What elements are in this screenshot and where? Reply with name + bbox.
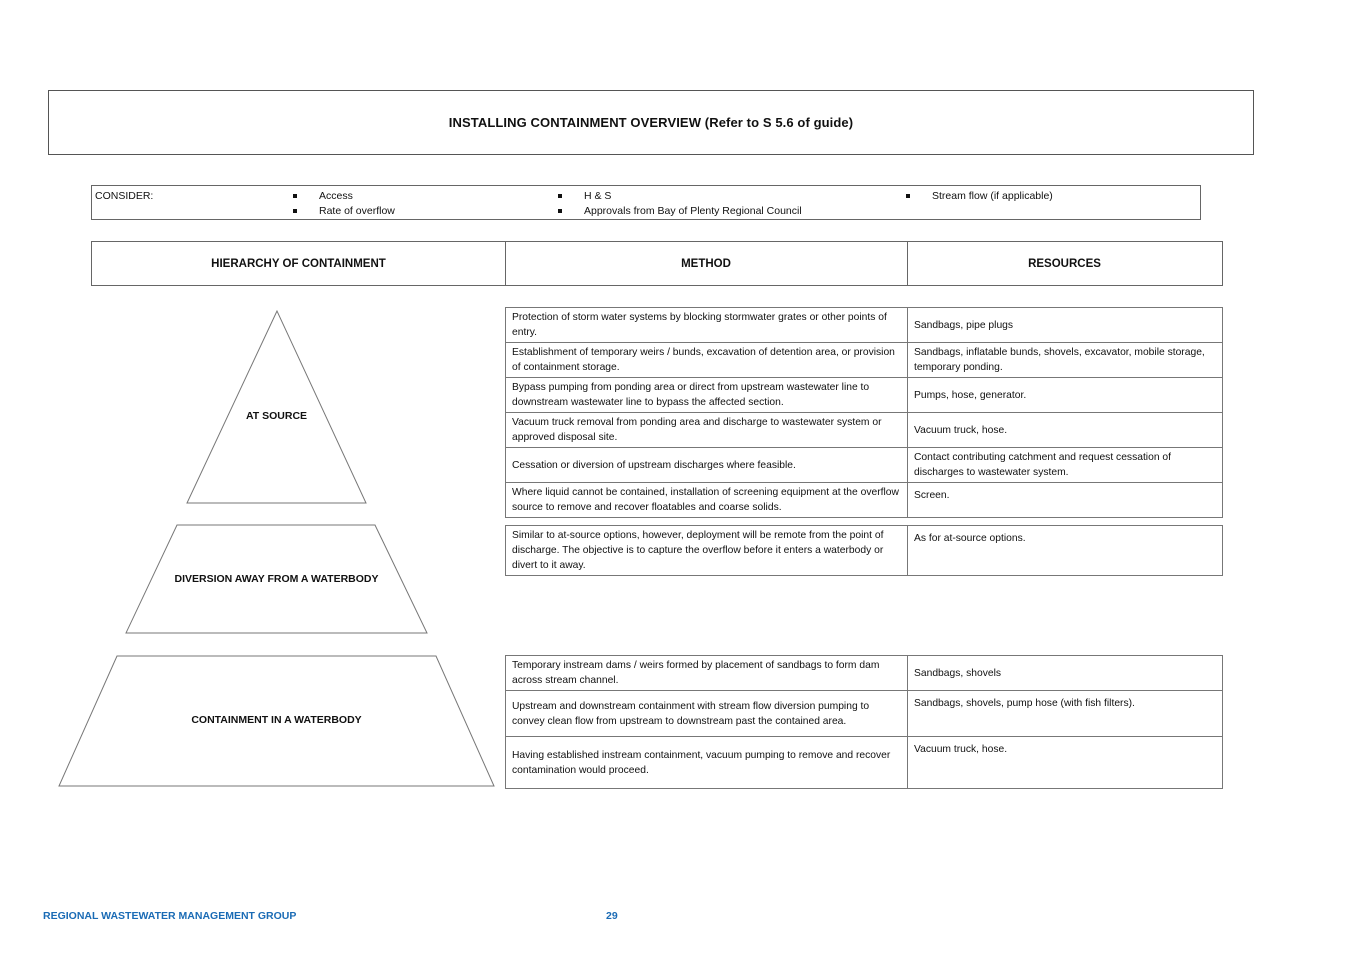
table-row bbox=[506, 526, 1223, 576]
consider-item: Access bbox=[319, 190, 353, 202]
footer-organisation: REGIONAL WASTEWATER MANAGEMENT GROUP bbox=[43, 910, 297, 922]
at-source-label: AT SOURCE bbox=[245, 410, 308, 422]
header-hierarchy-label: HIERARCHY OF CONTAINMENT bbox=[211, 257, 386, 270]
table-row bbox=[506, 691, 1223, 737]
method-cell: Where liquid cannot be contained, installation of screening equipment at the overflow source to remove and recover floatables and coarse solids. bbox=[506, 483, 908, 518]
resources-cell: Pumps, hose, generator. bbox=[908, 378, 1223, 413]
consider-item: Approvals from Bay of Plenty Regional Council bbox=[584, 205, 802, 217]
resources-cell: Sandbags, shovels bbox=[908, 656, 1223, 691]
table-row bbox=[506, 378, 1223, 413]
method-cell: Cessation or diversion of upstream discharges where feasible. bbox=[506, 448, 908, 483]
header-method-label: METHOD bbox=[681, 257, 731, 270]
table-row bbox=[506, 343, 1223, 378]
method-cell: Temporary instream dams / weirs formed by placement of sandbags to form dam across stream channel. bbox=[506, 656, 908, 691]
containment-table bbox=[505, 655, 1223, 789]
table-row bbox=[506, 413, 1223, 448]
page-title: INSTALLING CONTAINMENT OVERVIEW (Refer to S 5.6 of guide) bbox=[448, 115, 854, 130]
method-cell: Establishment of temporary weirs / bunds, excavation of detention area, or provision of containment storage. bbox=[506, 343, 908, 378]
resources-cell: Sandbags, pipe plugs bbox=[908, 308, 1223, 343]
method-cell: Having established instream containment, vacuum pumping to remove and recover contamination would proceed. bbox=[506, 737, 908, 789]
table-row bbox=[506, 448, 1223, 483]
table-row bbox=[506, 656, 1223, 691]
page-number: 29 bbox=[606, 910, 618, 922]
resources-cell: Vacuum truck, hose. bbox=[908, 737, 1223, 789]
table-row bbox=[506, 483, 1223, 518]
method-cell: Protection of storm water systems by blocking stormwater grates or other points of entry. bbox=[506, 308, 908, 343]
consider-item: Stream flow (if applicable) bbox=[932, 190, 1053, 202]
method-cell: Vacuum truck removal from ponding area and discharge to wastewater system or approved disposal site. bbox=[506, 413, 908, 448]
consider-label: CONSIDER: bbox=[95, 190, 154, 202]
resources-cell: Sandbags, inflatable bunds, shovels, excavator, mobile storage, temporary ponding. bbox=[908, 343, 1223, 378]
at-source-table bbox=[505, 307, 1223, 518]
consider-item: Rate of overflow bbox=[319, 205, 395, 217]
consider-item: H & S bbox=[584, 190, 612, 202]
method-cell: Bypass pumping from ponding area or direct from upstream wastewater line to downstream wastewater line to bypass the affected section. bbox=[506, 378, 908, 413]
resources-cell: Sandbags, shovels, pump hose (with fish filters). bbox=[908, 691, 1223, 737]
method-cell: Similar to at-source options, however, deployment will be remote from the point of discharge. The objective is to capture the overflow before it enters a waterbody or divert to it away. bbox=[506, 526, 908, 576]
at-source-triangle bbox=[187, 311, 366, 503]
table-row bbox=[506, 308, 1223, 343]
resources-cell: As for at-source options. bbox=[908, 526, 1223, 576]
method-cell: Upstream and downstream containment with stream flow diversion pumping to convey clean flow from upstream to downstream past the contained area. bbox=[506, 691, 908, 737]
diversion-label: DIVERSION AWAY FROM A WATERBODY bbox=[174, 573, 379, 585]
table-row bbox=[506, 737, 1223, 789]
header-resources-label: RESOURCES bbox=[1028, 257, 1101, 270]
resources-cell: Screen. bbox=[908, 483, 1223, 518]
containment-label: CONTAINMENT IN A WATERBODY bbox=[191, 714, 362, 726]
diversion-table bbox=[505, 525, 1223, 576]
resources-cell: Contact contributing catchment and request cessation of discharges to wastewater system. bbox=[908, 448, 1223, 483]
resources-cell: Vacuum truck, hose. bbox=[908, 413, 1223, 448]
